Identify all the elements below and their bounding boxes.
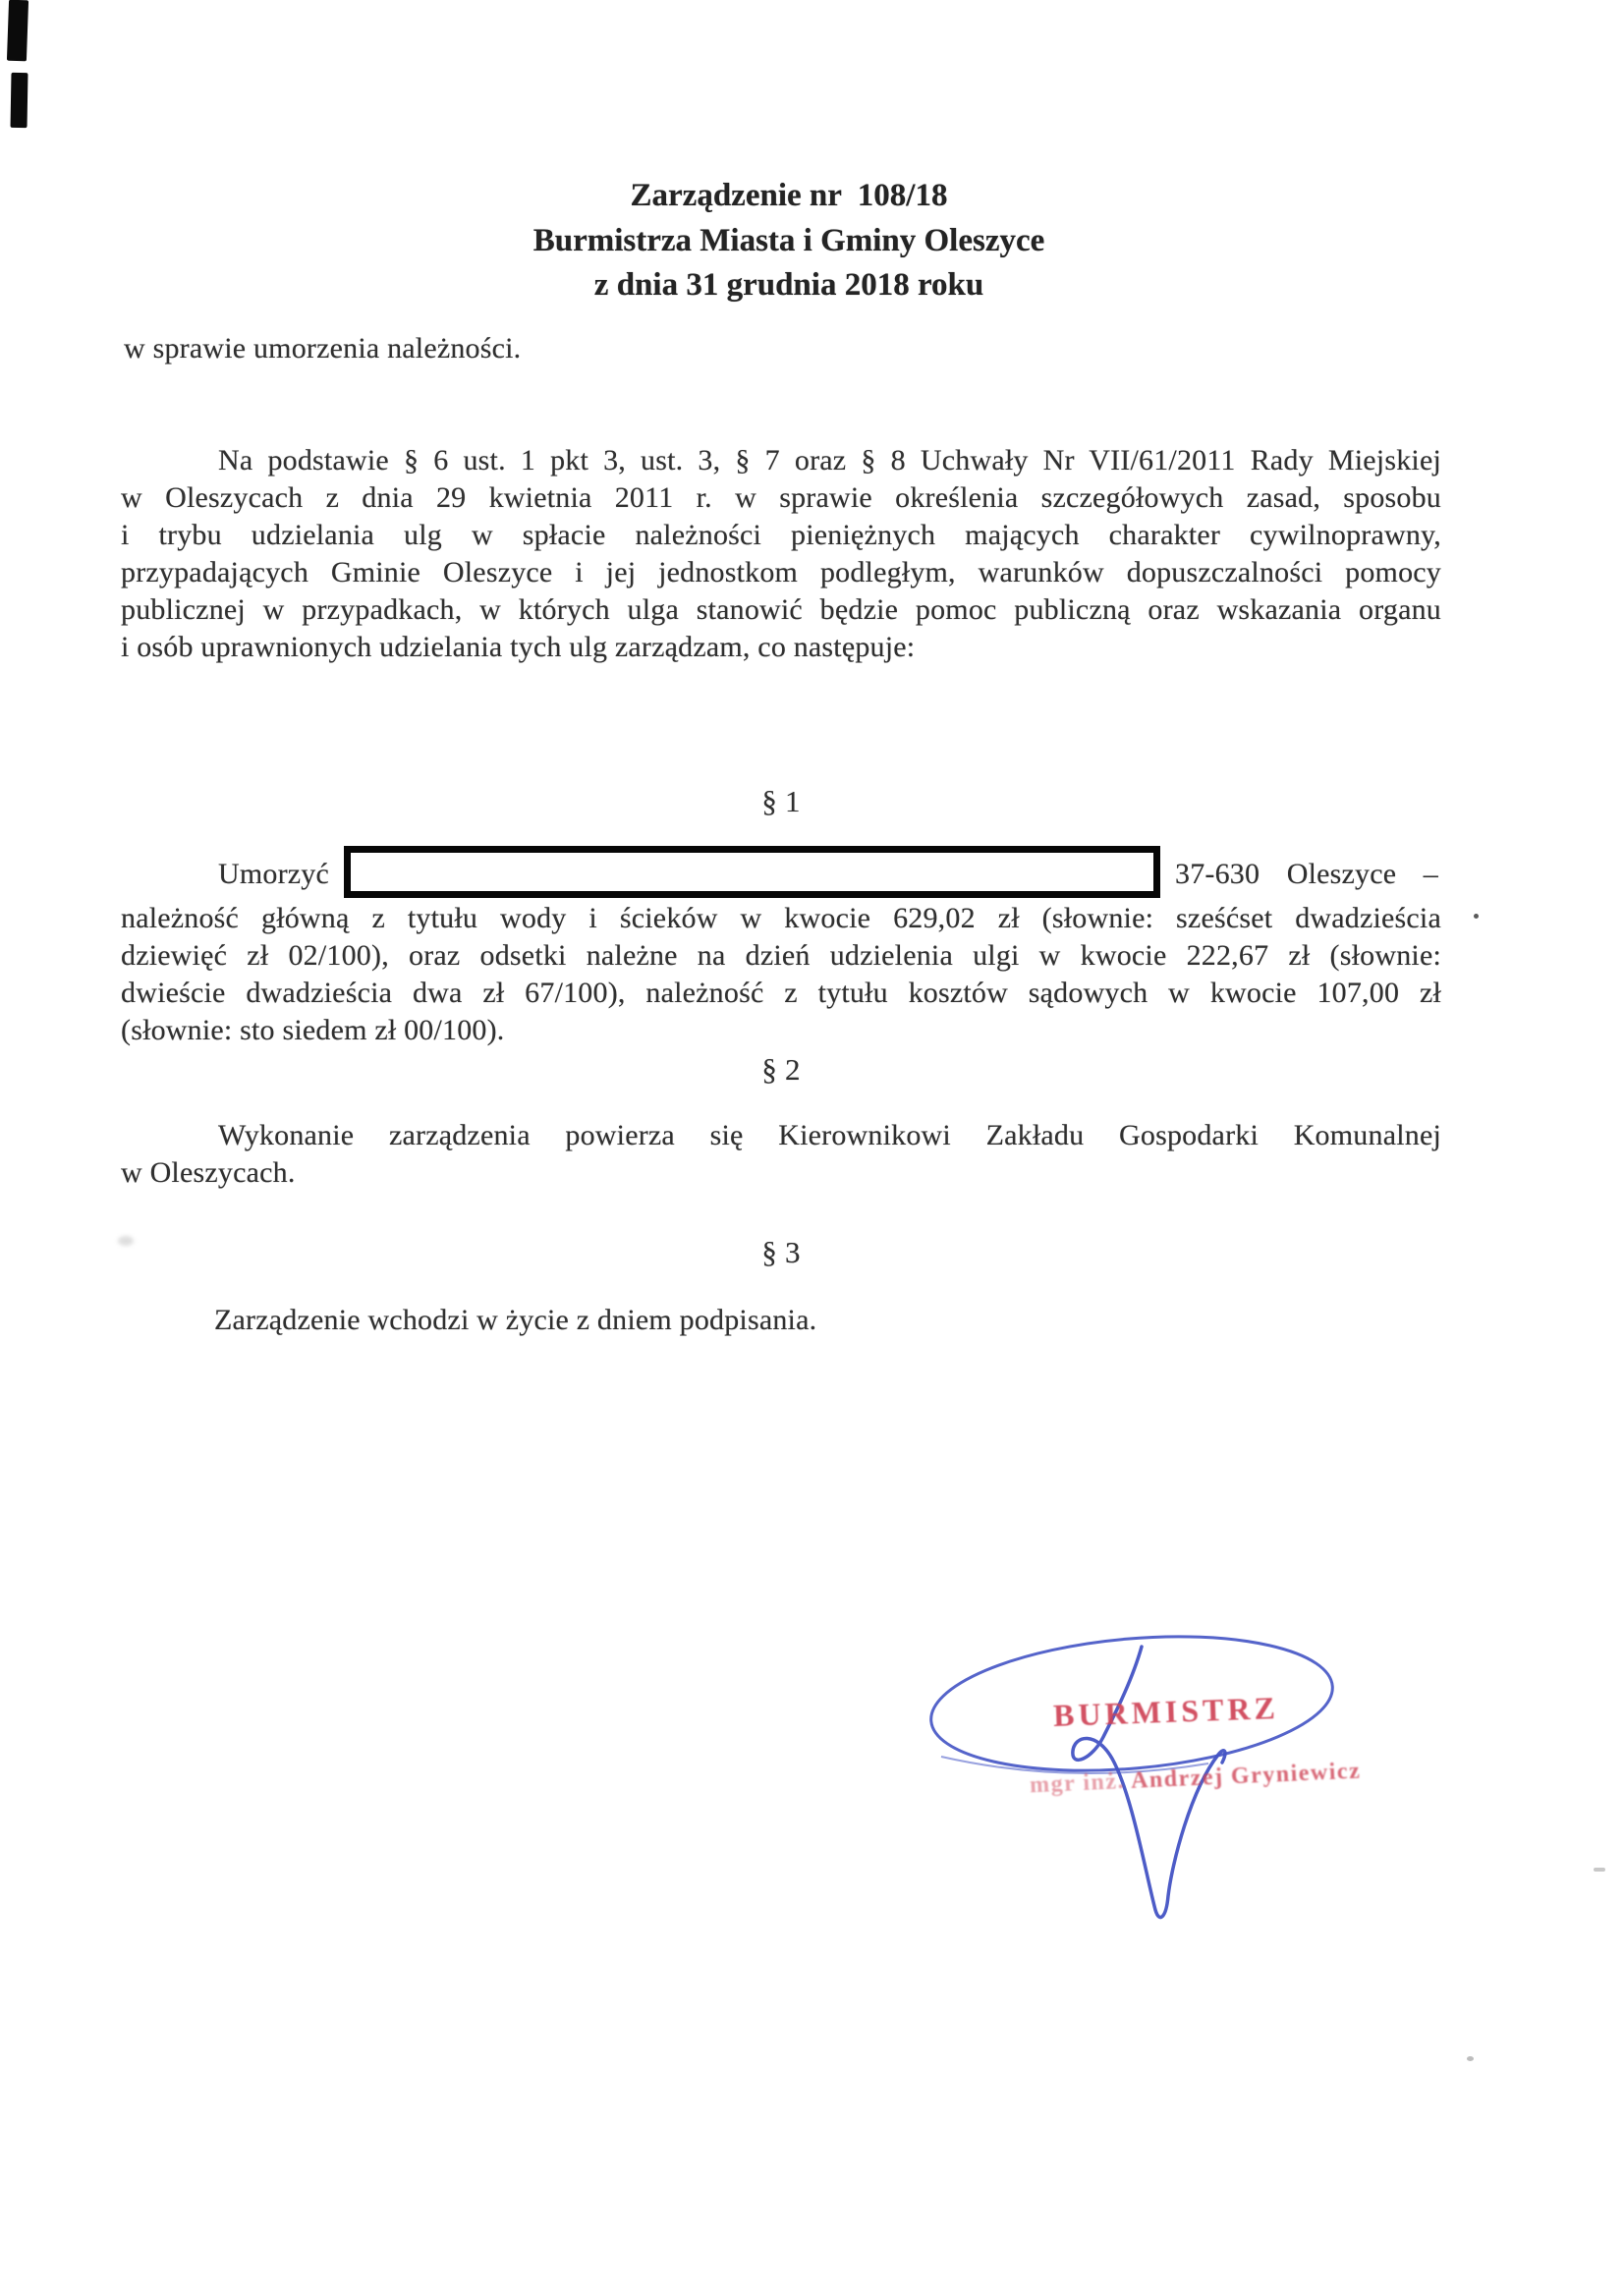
redaction-box xyxy=(344,846,1160,898)
section-1-line: dwieście dwadzieścia dwa zł 67/100), należność z tytułu kosztów sądowych w kwocie 107,00 zł xyxy=(121,977,1441,1009)
scan-speck xyxy=(1594,1868,1605,1872)
legal-basis-line: i osób uprawnionych udzielania tych ulg zarządzam, co następuje: xyxy=(121,631,916,663)
section-1-after-box: 37-630 Oleszyce – xyxy=(1175,858,1438,890)
scan-edge-mark xyxy=(7,0,28,61)
section-3-heading: § 3 xyxy=(761,1235,801,1269)
section-1-line: dziewięć zł 02/100), oraz odsetki należne na dzień udzielenia ulgi w kwocie 222,67 zł (słownie: xyxy=(121,939,1441,972)
legal-basis-line: Na podstawie § 6 ust. 1 pkt 3, ust. 3, § 7 oraz § 8 Uchwały Nr VII/61/2011 Rady Miejskiej xyxy=(218,444,1441,476)
doc-subject: w sprawie umorzenia należności. xyxy=(124,332,522,364)
doc-title-number: Zarządzenie nr 108/18 xyxy=(630,178,948,213)
section-1-heading: § 1 xyxy=(761,784,801,818)
section-2-heading: § 2 xyxy=(761,1052,801,1087)
scan-speck xyxy=(1467,2056,1474,2061)
doc-title-issuer: Burmistrza Miasta i Gminy Oleszyce xyxy=(532,223,1045,258)
mayor-stamp-title: BURMISTRZ xyxy=(1052,1690,1280,1733)
section-3-text: Zarządzenie wchodzi w życie z dniem podpisania. xyxy=(214,1304,817,1336)
section-1-line: należność główną z tytułu wody i ścieków w kwocie 629,02 zł (słownie: sześćset dwadzieścia xyxy=(121,902,1441,934)
scan-edge-mark xyxy=(11,73,28,128)
mayor-stamp-name-prefix: mgr inż. xyxy=(1029,1768,1126,1799)
section-2-line: w Oleszycach. xyxy=(121,1156,296,1189)
doc-title-date: z dnia 31 grudnia 2018 roku xyxy=(593,267,984,303)
scan-speck xyxy=(1474,914,1479,919)
legal-basis-line: przypadających Gminie Oleszyce i jej jednostkom podległym, warunków dopuszczalności pomocy xyxy=(121,556,1441,588)
section-2-line: Wykonanie zarządzenia powierza się Kierownikowi Zakładu Gospodarki Komunalnej xyxy=(218,1119,1441,1151)
legal-basis-line: i trybu udzielania ulg w spłacie należności pieniężnych mających charakter cywilnoprawny, xyxy=(121,519,1441,551)
legal-basis-line: w Oleszycach z dnia 29 kwietnia 2011 r. w sprawie określenia szczegółowych zasad, sposobu xyxy=(121,481,1441,514)
section-1-intro-word: Umorzyć xyxy=(218,858,330,890)
legal-basis-line: publicznej w przypadkach, w których ulga stanowić będzie pomoc publiczną oraz wskazania organu xyxy=(121,593,1441,626)
section-1-line: (słownie: sto siedem zł 00/100). xyxy=(121,1014,505,1046)
mayor-stamp-name-text: Andrzej Gryniewicz xyxy=(1130,1758,1362,1794)
